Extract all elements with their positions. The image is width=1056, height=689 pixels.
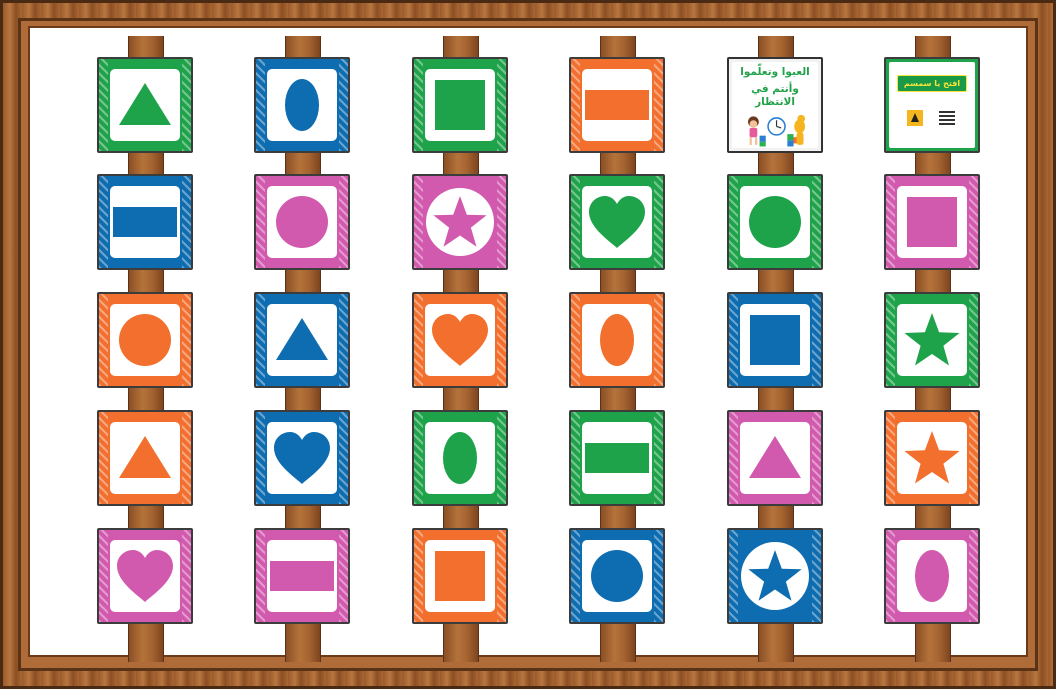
shape-card-pink-circle[interactable] [254, 174, 350, 270]
shape-card-orange-square[interactable] [412, 528, 508, 624]
shape-card-pink-heart[interactable] [97, 528, 193, 624]
heart-icon [428, 308, 492, 372]
partner-logo-icon [907, 110, 923, 126]
rectangle-icon [585, 73, 649, 137]
shape-card-orange-star[interactable] [884, 410, 980, 506]
square-icon [900, 190, 964, 254]
square-icon [428, 544, 492, 608]
oval-icon [428, 426, 492, 490]
shape-card-blue-triangle[interactable] [254, 292, 350, 388]
circle-icon [743, 190, 807, 254]
shape-card-orange-rectangle[interactable] [569, 57, 665, 153]
partner-emblem-icon [937, 110, 957, 126]
oval-icon [270, 73, 334, 137]
shape-card-blue-oval[interactable] [254, 57, 350, 153]
shape-card-orange-oval[interactable] [569, 292, 665, 388]
shape-card-pink-star[interactable] [412, 174, 508, 270]
triangle-icon [270, 308, 334, 372]
rectangle-icon [113, 190, 177, 254]
star-icon [740, 540, 810, 612]
shape-card-green-heart[interactable] [569, 174, 665, 270]
star-icon [900, 426, 964, 490]
shape-card-blue-circle[interactable] [569, 528, 665, 624]
star-icon [425, 186, 495, 258]
shape-card-blue-rectangle[interactable] [97, 174, 193, 270]
triangle-icon [113, 73, 177, 137]
sponsor-logo-card [884, 57, 980, 153]
shape-card-pink-square[interactable] [884, 174, 980, 270]
shape-card-pink-oval[interactable] [884, 528, 980, 624]
brand-logo: افتح يا سمسم [897, 75, 967, 92]
kids-clock-illustration [733, 111, 817, 148]
oval-icon [900, 544, 964, 608]
heart-icon [113, 544, 177, 608]
shape-card-green-square[interactable] [412, 57, 508, 153]
shape-card-green-circle[interactable] [727, 174, 823, 270]
circle-icon [113, 308, 177, 372]
oval-icon [585, 308, 649, 372]
title-card-line-2: وأنتم في الانتظار [751, 83, 799, 108]
shape-card-green-triangle[interactable] [97, 57, 193, 153]
shape-card-orange-circle[interactable] [97, 292, 193, 388]
shape-card-pink-rectangle[interactable] [254, 528, 350, 624]
triangle-icon [113, 426, 177, 490]
circle-icon [585, 544, 649, 608]
shape-card-blue-heart[interactable] [254, 410, 350, 506]
shape-card-green-rectangle[interactable] [569, 410, 665, 506]
shape-card-pink-triangle[interactable] [727, 410, 823, 506]
star-icon [900, 308, 964, 372]
shape-card-green-star[interactable] [884, 292, 980, 388]
shape-card-blue-star[interactable] [727, 528, 823, 624]
shape-card-blue-square[interactable] [727, 292, 823, 388]
shape-card-orange-heart[interactable] [412, 292, 508, 388]
rectangle-icon [270, 544, 334, 608]
square-icon [743, 308, 807, 372]
shape-card-orange-triangle[interactable] [97, 410, 193, 506]
rectangle-icon [585, 426, 649, 490]
title-card [727, 57, 823, 153]
triangle-icon [743, 426, 807, 490]
heart-icon [270, 426, 334, 490]
shape-card-green-oval[interactable] [412, 410, 508, 506]
square-icon [428, 73, 492, 137]
title-card-line-1: العبوا وتعلّموا [740, 66, 810, 78]
circle-icon [270, 190, 334, 254]
heart-icon [585, 190, 649, 254]
